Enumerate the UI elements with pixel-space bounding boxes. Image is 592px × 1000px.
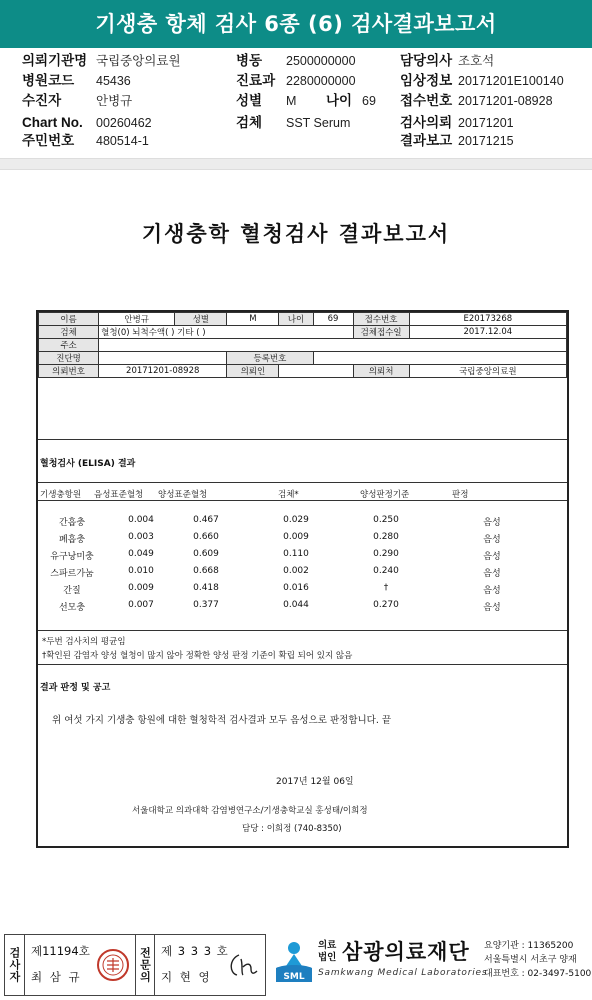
table-row [38, 532, 567, 548]
results-bottom-rule [38, 630, 567, 631]
chart-no-label: Chart No. [22, 115, 83, 130]
report-date-value: 20171215 [458, 134, 514, 148]
form-req-place-value: 국립중앙의료원 [409, 365, 566, 378]
table-row [38, 583, 567, 599]
rrn-value: 480514-1 [96, 134, 149, 148]
form-name-value: 안병규 [99, 313, 175, 326]
form-address-label: 주소 [39, 339, 99, 352]
sex-value: M [286, 94, 297, 108]
corp-english-name: Samkwang Medical Laboratories [318, 968, 488, 978]
results-header-top-rule [38, 482, 567, 483]
form-receipt-label: 접수번호 [353, 313, 409, 326]
report-title-bar [0, 0, 592, 48]
form-age-label: 나이 [279, 313, 313, 326]
tester-license-no: 제11194호 [31, 944, 90, 958]
antigen-cell: 스파르가눔 [50, 569, 94, 579]
table-row [38, 600, 567, 616]
form-req-place-label: 의뢰처 [353, 365, 409, 378]
specialist-label-text: 전문의 [138, 947, 152, 983]
report-title: 기생충 항체 검사 6종 (6) 검사결과보고서 [95, 12, 497, 36]
col-antigen-header: 기생충항원 [40, 490, 82, 500]
sample-cell: 0.044 [283, 600, 309, 610]
sample-cell: 0.016 [283, 583, 309, 593]
form-req-no-value: 20171201-08928 [99, 365, 227, 378]
patient-form-table [38, 312, 567, 378]
specimen-value: SST Serum [286, 116, 351, 130]
conclusion-text: 위 여섯 가지 기생충 항원에 대한 혈청학적 검사결과 모두 음성으로 판정합니다. 끝 [52, 715, 392, 726]
result-cell: 음성 [483, 535, 501, 545]
form-regno-label: 등록번호 [227, 352, 313, 365]
corp-phone: 대표번호 : 02-3497-5100 [484, 969, 592, 979]
elisa-section-title: 혈청검사 (ELISA) 결과 [40, 459, 136, 469]
dept-value: 2280000000 [286, 74, 356, 88]
antigen-cell: 선모충 [58, 603, 86, 613]
report-date-label: 결과보고 [400, 133, 453, 148]
neg-cell: 0.007 [128, 600, 154, 610]
form-address-value [99, 339, 567, 352]
form-sex-value: M [227, 313, 279, 326]
patient-label: 수진자 [22, 93, 62, 108]
tester-name: 최 삼 규 [31, 970, 82, 984]
cutoff-cell: 0.270 [373, 600, 399, 610]
scanned-report [0, 170, 592, 932]
report-form-frame [36, 310, 569, 848]
cutoff-cell: 0.290 [373, 549, 399, 559]
institution-value: 국립중앙의료원 [96, 54, 181, 68]
pos-cell: 0.418 [193, 583, 219, 593]
form-date-value: 2017.12.04 [409, 326, 566, 339]
report-date: 2017년 12월 06일 [276, 777, 354, 787]
form-specimen-label: 검체 [39, 326, 99, 339]
cutoff-cell: 0.240 [373, 566, 399, 576]
clinical-info-label: 임상정보 [400, 73, 453, 88]
conclusion-title: 결과 판정 및 공고 [40, 683, 111, 693]
result-cell: 음성 [483, 518, 501, 528]
table-row [38, 566, 567, 582]
col-cutoff-header: 양성판정기준 [360, 490, 410, 500]
form-specimen-value: 혈청(0) 뇌척수액( ) 기타 ( ) [99, 326, 353, 339]
specialist-license-no: 제 3 3 3 호 [161, 944, 229, 958]
tester-label-text: 검사자 [8, 947, 21, 983]
clinical-info-value: 20171201E100140 [458, 74, 564, 88]
result-cell: 음성 [483, 603, 501, 613]
result-cell: 음성 [483, 552, 501, 562]
form-regno-value [313, 352, 567, 365]
form-requester-label: 의뢰인 [227, 365, 279, 378]
antigen-cell: 유구낭미충 [50, 552, 94, 562]
neg-cell: 0.010 [128, 566, 154, 576]
corp-type [318, 940, 336, 964]
age-label: 나이 [326, 93, 353, 108]
institution-label: 의뢰기관명 [22, 53, 88, 68]
sample-cell: 0.002 [283, 566, 309, 576]
conclusion-top-rule [38, 664, 567, 665]
cutoff-cell: 0.250 [373, 515, 399, 525]
tester-label [5, 935, 25, 995]
form-diagnosis-value [99, 352, 227, 365]
corp-address: 서울특별시 서초구 양재 [484, 955, 577, 965]
antigen-cell: 간흡충 [58, 518, 86, 528]
receipt-value: 20171201-08928 [458, 94, 553, 108]
form-requester-value [279, 365, 353, 378]
patient-info-panel [0, 52, 592, 154]
sample-cell: 0.029 [283, 515, 309, 525]
chart-no-value: 00260462 [96, 116, 152, 130]
request-date-value: 20171201 [458, 116, 514, 130]
neg-cell: 0.009 [128, 583, 154, 593]
pos-cell: 0.668 [193, 566, 219, 576]
cutoff-cell: 0.280 [373, 532, 399, 542]
corp-type-line1: 의료 [318, 940, 337, 951]
form-receipt-value: E20173268 [409, 313, 566, 326]
form-diagnosis-label: 진단명 [39, 352, 99, 365]
form-req-no-label: 의뢰번호 [39, 365, 99, 378]
specimen-label: 검체 [236, 115, 263, 130]
ward-label: 병동 [236, 53, 263, 68]
age-value: 69 [362, 94, 376, 108]
corp-type-line2: 법인 [318, 952, 337, 963]
form-age-value: 69 [313, 313, 353, 326]
section-divider [0, 158, 592, 170]
handwritten-signature-icon [225, 949, 261, 983]
neg-cell: 0.049 [128, 549, 154, 559]
results-header-bottom-rule [38, 500, 567, 501]
result-cell: 음성 [483, 586, 501, 596]
sml-logo-icon [272, 938, 316, 986]
request-date-label: 검사의뢰 [400, 115, 453, 130]
signature-footer [0, 932, 592, 1000]
hospital-code-value: 45436 [96, 74, 131, 88]
col-result-header: 판정 [452, 490, 469, 500]
specialist-label [135, 935, 155, 995]
result-cell: 음성 [483, 569, 501, 579]
issuing-organization: 서울대학교 의과대학 감염병연구소/기생충학교실 홍성태/이희정 [132, 806, 368, 816]
patient-value: 안병규 [96, 94, 133, 108]
specialist-name: 지 현 영 [161, 970, 212, 984]
ward-value: 2500000000 [286, 54, 356, 68]
doctor-label: 담당의사 [400, 53, 453, 68]
form-date-label: 검체접수일 [353, 326, 409, 339]
form-remarks-area [38, 392, 567, 440]
pos-cell: 0.660 [193, 532, 219, 542]
antigen-cell: 간질 [63, 586, 81, 596]
footnote-average: *두번 검사치의 평균임 [42, 637, 126, 647]
sex-label: 성별 [236, 93, 263, 108]
table-row [38, 515, 567, 531]
form-name-label: 이름 [39, 313, 99, 326]
table-row [38, 549, 567, 565]
contact-info: 담당 : 이희정 (740-8350) [242, 824, 342, 834]
neg-cell: 0.004 [128, 515, 154, 525]
corp-name: 삼광의료재단 [342, 940, 470, 964]
receipt-label: 접수번호 [400, 93, 453, 108]
footnote-dagger: †확인된 감염자 양성 혈청이 많지 않아 정확한 양성 판정 기준이 확립 되어 있지 않음 [42, 651, 353, 661]
dept-label: 진료과 [236, 73, 276, 88]
pos-cell: 0.377 [193, 600, 219, 610]
doctor-value: 조호석 [458, 54, 495, 68]
red-seal-stamp-icon [95, 945, 131, 985]
sample-cell: 0.110 [283, 549, 309, 559]
col-pos-header: 양성표준혈청 [158, 490, 208, 500]
logo-text: SML [283, 972, 305, 982]
pos-cell: 0.609 [193, 549, 219, 559]
col-sample-header: 검체* [278, 490, 299, 500]
col-neg-header: 음성표준혈청 [94, 490, 144, 500]
antigen-cell: 폐흡충 [58, 535, 86, 545]
sample-cell: 0.009 [283, 532, 309, 542]
rrn-label: 주민번호 [22, 133, 75, 148]
scanned-report-title: 기생충학 혈청검사 결과보고서 [141, 221, 451, 246]
cutoff-cell: † [383, 583, 389, 593]
neg-cell: 0.003 [128, 532, 154, 542]
pos-cell: 0.467 [193, 515, 219, 525]
corp-license-no: 요양기관 : 11365200 [484, 941, 574, 951]
signature-box [4, 934, 266, 996]
hospital-code-label: 병원코드 [22, 73, 75, 88]
form-sex-label: 성별 [175, 313, 227, 326]
